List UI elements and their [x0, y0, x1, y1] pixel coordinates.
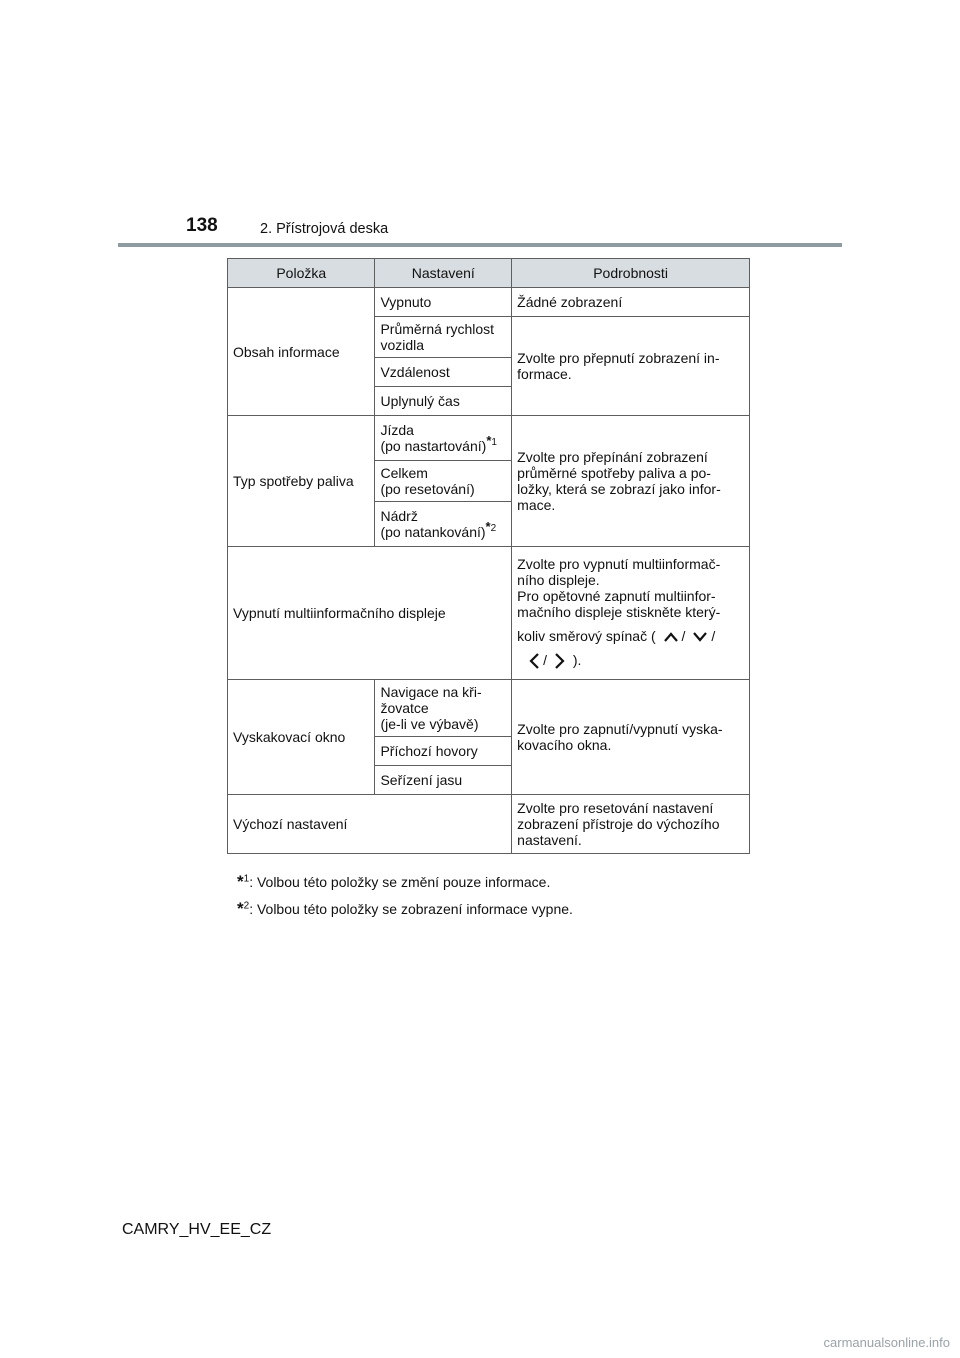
setting-navigation-2: žovatce: [380, 700, 429, 716]
settings-table: [227, 258, 750, 854]
setting-trip-sub-text: (po nastartování): [380, 438, 487, 454]
table-header-row: [228, 259, 750, 288]
setting-brightness: Seřízení jasu: [375, 766, 512, 795]
setting-navigation: [375, 680, 512, 737]
setting-elapsed-time: Uplynulý čas: [375, 387, 512, 416]
table-row: [228, 288, 750, 317]
chevron-up-icon: [663, 631, 679, 643]
header-rule: [118, 243, 842, 247]
footnote-1-star: *: [237, 872, 244, 891]
section-title: 2. Přístrojová deska: [260, 221, 389, 237]
item-fuel-type: Typ spotřeby paliva: [228, 416, 375, 547]
setting-navigation-3: (je-li ve výbavě): [380, 716, 479, 732]
column-header-setting: Nastavení: [375, 259, 512, 288]
setting-trip-label: Jízda: [380, 422, 414, 438]
chevron-right-icon: [554, 652, 566, 670]
setting-total-label: Celkem: [380, 465, 428, 481]
detail-display-off-3-prefix: koliv směrový spínač (: [517, 627, 656, 644]
setting-trip-sub: [380, 433, 506, 454]
chevron-down-icon: [692, 631, 708, 643]
footnote-2: [237, 899, 573, 919]
detail-switch-info: Zvolte pro přepnutí zobrazení in-formace.: [512, 317, 750, 416]
detail-default: Zvolte pro resetování nastavení zobrazení přístroje do výchozího nastavení.: [512, 795, 750, 854]
footnote-2-star: *: [237, 899, 244, 918]
footnote-ref-1: *1: [486, 433, 497, 449]
setting-tank-label: Nádrž: [380, 508, 418, 524]
setting-tank: [375, 502, 512, 547]
chevron-left-icon: [528, 652, 540, 670]
detail-display-off-2: Pro opětovné zapnutí multiinfor-mačního displeje stiskněte který-: [517, 587, 721, 620]
setting-trip: [375, 416, 512, 461]
column-header-detail: Podrobnosti: [512, 259, 750, 288]
table-row: [228, 680, 750, 737]
watermark: carmanualsonline.info: [823, 1335, 950, 1350]
item-popup: Vyskakovací okno: [228, 680, 375, 795]
detail-fuel: Zvolte pro přepínání zobrazení průměrné spotřeby paliva a po-ložky, která se zobrazí jako infor-mace.: [512, 416, 750, 547]
detail-off: Žádné zobrazení: [512, 288, 750, 317]
separator-1: /: [681, 627, 686, 644]
table-row: [228, 416, 750, 461]
table-row: [228, 795, 750, 854]
detail-display-off-1: Zvolte pro vypnutí multiinformač-ního displeje.: [517, 555, 721, 588]
footnote-ref-2-num: 2: [490, 523, 497, 535]
detail-display-off-4: [517, 652, 744, 670]
column-header-item: Položka: [228, 259, 375, 288]
footnote-2-text: : Volbou této položky se zobrazení informace vypne.: [249, 901, 573, 917]
detail-display-off-3: [517, 628, 744, 644]
item-display-off: Vypnutí multiinformačního displeje: [228, 547, 512, 680]
setting-tank-sub-text: (po natankování): [380, 524, 486, 540]
item-default: Výchozí nastavení: [228, 795, 512, 854]
setting-avg-speed: Průměrná rychlost vozidla: [375, 317, 512, 358]
footnote-ref-2: *2: [485, 519, 497, 535]
detail-display-off: [512, 547, 750, 680]
footnote-1-text: : Volbou této položky se změní pouze informace.: [249, 874, 551, 890]
detail-display-off-3-suffix: ).: [572, 651, 582, 668]
detail-popup: Zvolte pro zapnutí/vypnutí vyska-kovacího okna.: [512, 680, 750, 795]
setting-total-sub: (po resetování): [380, 481, 475, 497]
setting-navigation-1: Navigace na kři-: [380, 684, 482, 700]
footnote-1-ref: 1: [243, 873, 250, 885]
separator-3: /: [543, 651, 548, 668]
footnote-2-ref: 2: [243, 900, 250, 912]
setting-off: Vypnuto: [375, 288, 512, 317]
setting-incoming-calls: Příchozí hovory: [375, 737, 512, 766]
setting-distance: Vzdálenost: [375, 358, 512, 387]
model-code: CAMRY_HV_EE_CZ: [122, 1221, 272, 1238]
footnote-1: [237, 872, 550, 892]
page-number: 138: [186, 215, 218, 236]
setting-tank-sub: [380, 519, 506, 540]
setting-total: [375, 461, 512, 502]
table-row: [228, 547, 750, 680]
separator-2: /: [711, 627, 716, 644]
item-info-content: Obsah informace: [228, 288, 375, 416]
footnote-ref-1-num: 1: [491, 437, 497, 449]
